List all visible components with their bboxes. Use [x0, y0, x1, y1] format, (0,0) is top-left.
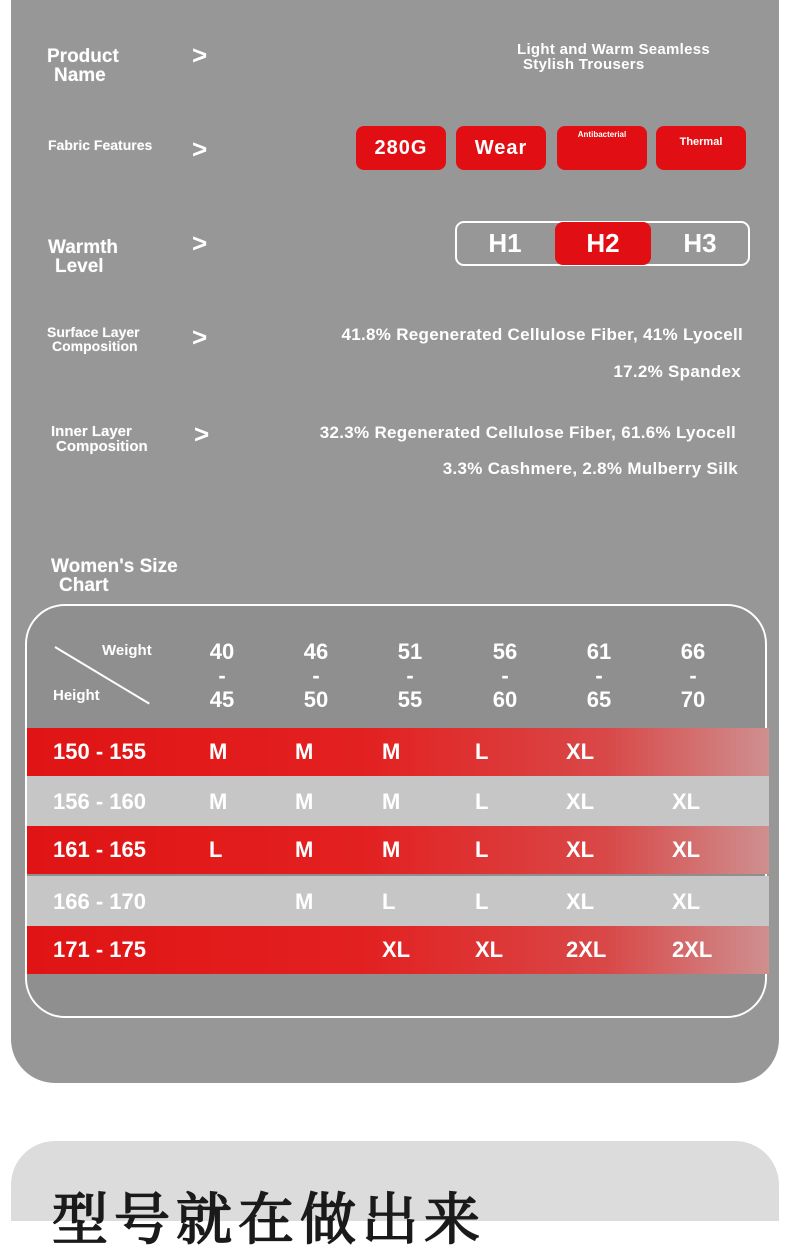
- fabric-chip-280g: 280G: [356, 126, 446, 170]
- warmth-option-h3[interactable]: H3: [683, 228, 717, 258]
- height-range-cell: 166 - 170: [53, 889, 146, 914]
- weight-column-header: [286, 640, 346, 712]
- weight-range-top: 66: [680, 639, 706, 664]
- size-cell: XL: [566, 789, 595, 814]
- product-name-arrow: >: [192, 40, 208, 70]
- weight-range-sep: -: [501, 663, 509, 688]
- inner-layer-arrow: >: [194, 419, 210, 449]
- size-chart-table: [25, 604, 767, 1018]
- size-cell: M: [382, 739, 401, 764]
- weight-column-header: [569, 640, 629, 712]
- weight-range-bottom: 70: [680, 687, 706, 712]
- next-section-title: 型号就在做出来: [52, 1188, 486, 1251]
- size-cell: L: [475, 789, 489, 814]
- surface-layer-value-2: 17.2% Spandex: [613, 362, 741, 381]
- fabric-features-arrow: >: [192, 134, 208, 164]
- weight-range-bottom: 50: [303, 687, 329, 712]
- size-cell: XL: [566, 889, 595, 914]
- fabric-chip-wear: Wear: [456, 126, 546, 170]
- size-cell: 2XL: [672, 937, 713, 962]
- weight-range-bottom: 45: [209, 687, 235, 712]
- fabric-chip-thermal: Thermal: [656, 126, 746, 170]
- weight-range-top: 40: [209, 639, 235, 664]
- size-cell: XL: [672, 837, 701, 862]
- surface-layer-value-1: 41.8% Regenerated Cellulose Fiber, 41% Lyocell: [341, 325, 743, 344]
- size-cell: XL: [382, 937, 411, 962]
- size-cell: L: [382, 889, 396, 914]
- size-cell: M: [382, 789, 401, 814]
- warmth-level-label: Warmth Level: [48, 237, 119, 277]
- size-cell: M: [209, 739, 228, 764]
- table-row: [27, 776, 769, 828]
- fabric-chip-antibacterial: Antibacterial: [557, 126, 647, 170]
- surface-layer-arrow: >: [192, 322, 208, 352]
- size-cell: M: [382, 837, 401, 862]
- height-range-cell: 171 - 175: [53, 937, 146, 962]
- weight-range-top: 51: [397, 639, 423, 664]
- weight-header: Weight: [102, 642, 152, 659]
- weight-range-bottom: 65: [586, 687, 612, 712]
- size-cell: M: [295, 837, 314, 862]
- weight-range-bottom: 60: [492, 687, 518, 712]
- size-cell: XL: [672, 789, 701, 814]
- warmth-level-arrow: >: [192, 228, 208, 258]
- size-cell: XL: [566, 837, 595, 862]
- height-range-cell: 156 - 160: [53, 789, 146, 814]
- product-name-label: Product Name: [47, 46, 119, 86]
- weight-range-top: 56: [492, 639, 518, 664]
- product-name-value: Light and Warm Seamless Stylish Trousers: [517, 41, 711, 73]
- table-row: [27, 876, 769, 928]
- height-range-cell: 161 - 165: [53, 837, 146, 862]
- height-header: Height: [53, 687, 100, 704]
- size-cell: L: [475, 837, 489, 862]
- weight-range-top: 61: [586, 639, 612, 664]
- size-chart-title: Women's Size Chart: [51, 556, 178, 596]
- weight-column-header: [380, 640, 440, 712]
- size-cell: XL: [475, 937, 504, 962]
- table-row: [27, 728, 769, 776]
- size-cell: 2XL: [566, 937, 607, 962]
- inner-layer-label: Inner Layer Composition: [51, 423, 148, 455]
- weight-range-sep: -: [689, 663, 697, 688]
- table-row: [27, 826, 769, 874]
- table-row: [27, 926, 769, 974]
- weight-range-sep: -: [595, 663, 603, 688]
- inner-layer-value-1: 32.3% Regenerated Cellulose Fiber, 61.6% Lyocell: [319, 423, 736, 442]
- size-cell: L: [209, 837, 223, 862]
- weight-range-sep: -: [218, 663, 226, 688]
- inner-layer-value-2: 3.3% Cashmere, 2.8% Mulberry Silk: [442, 459, 738, 478]
- weight-column-header: [192, 640, 252, 712]
- weight-range-sep: -: [312, 663, 320, 688]
- weight-range-top: 46: [303, 639, 329, 664]
- size-cell: XL: [566, 739, 595, 764]
- size-cell: L: [475, 739, 489, 764]
- warmth-option-h1[interactable]: H1: [488, 228, 522, 258]
- warmth-option-h2[interactable]: H2: [555, 222, 651, 265]
- size-cell: M: [295, 739, 314, 764]
- weight-column-header: [663, 640, 723, 712]
- size-cell: M: [295, 889, 314, 914]
- height-range-cell: 150 - 155: [53, 739, 146, 764]
- fabric-features-label: Fabric Features: [48, 137, 153, 153]
- weight-range-bottom: 55: [397, 687, 423, 712]
- size-cell: L: [475, 889, 489, 914]
- size-cell: M: [295, 789, 314, 814]
- size-cell: M: [209, 789, 228, 814]
- weight-column-header: [475, 640, 535, 712]
- warmth-level-selector: [455, 221, 750, 266]
- weight-range-sep: -: [406, 663, 414, 688]
- surface-layer-label: Surface Layer Composition: [47, 324, 140, 354]
- size-cell: XL: [672, 889, 701, 914]
